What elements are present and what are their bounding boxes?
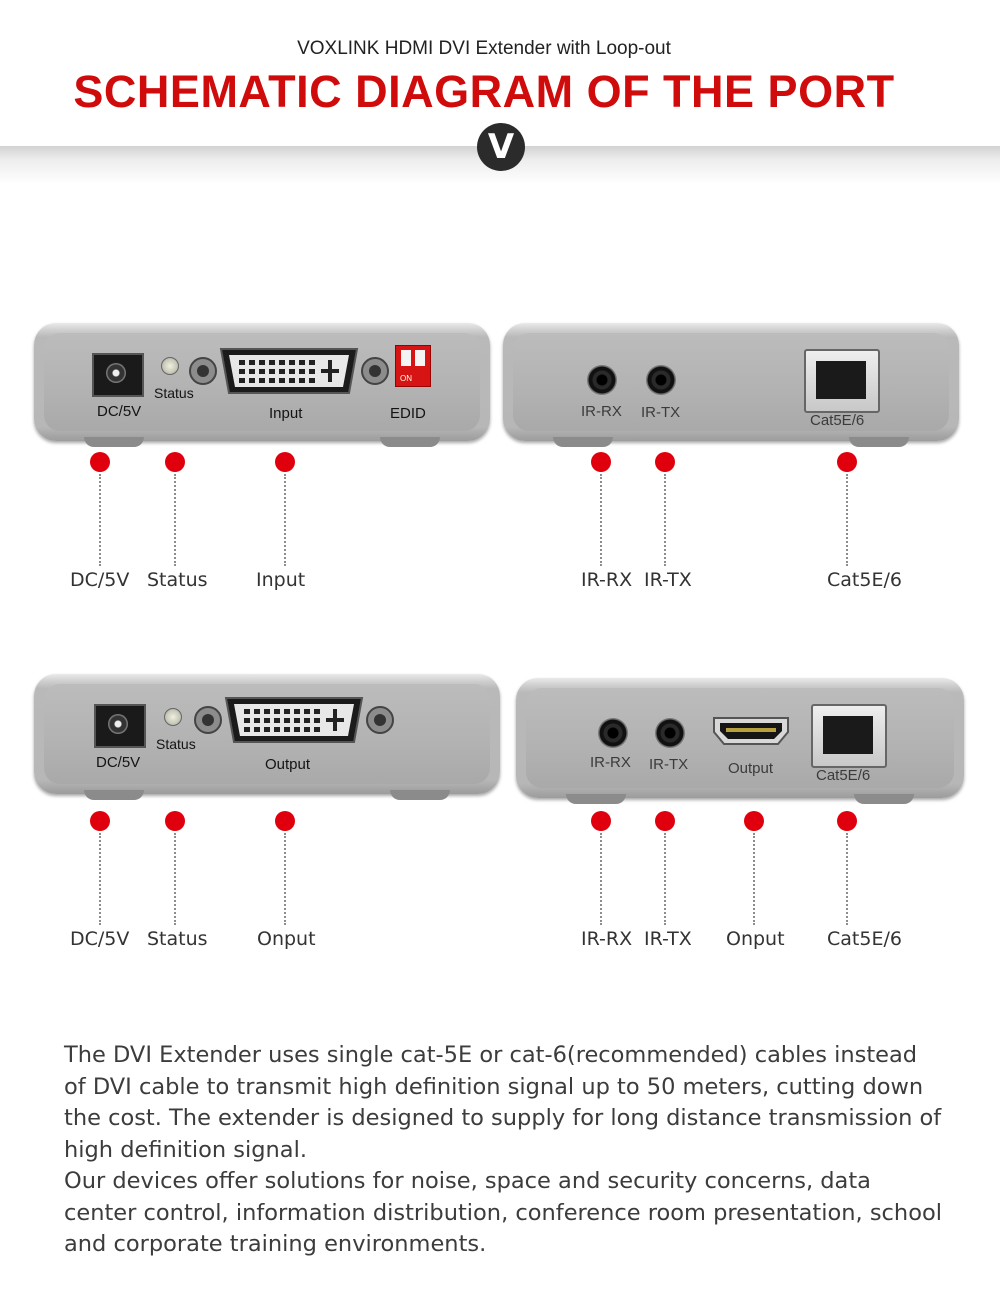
ir-rx-jack-icon <box>587 365 617 395</box>
panel-foot <box>84 437 144 447</box>
header-title: SCHEMATIC DIAGRAM OF THE PORT <box>73 66 895 117</box>
callout-label-cat: Cat5E/6 <box>827 928 902 950</box>
tx-front-edid-label: EDID <box>390 405 426 422</box>
edid-switch-text: ON <box>400 374 412 383</box>
dc-jack-icon <box>94 704 146 748</box>
tx-front-input-label: Input <box>269 405 303 422</box>
rx-rear-cat-label: Cat5E/6 <box>816 767 871 784</box>
description-paragraph: The DVI Extender uses single cat-5E or cat-6(recommended) cables instead of DVI cable to transmit high definition signal up to 50 meters, cutting down the cost. The extender is designed to supply for long distance transmission of high definition signal. <box>64 1042 942 1163</box>
callout-dot <box>275 811 295 831</box>
rj45-port-icon <box>804 349 880 413</box>
header-subtitle: VOXLINK HDMI DVI Extender with Loop-out <box>297 38 671 59</box>
callout-line <box>846 833 848 925</box>
callout-dot <box>837 811 857 831</box>
callout-dot <box>275 452 295 472</box>
dvi-port-icon <box>194 694 394 746</box>
callout-dot <box>591 452 611 472</box>
callout-line <box>174 474 176 566</box>
tx-front-panel <box>34 323 490 441</box>
tx-rear-irtx-label: IR-TX <box>641 404 681 421</box>
panel-foot <box>854 794 914 804</box>
callout-dot <box>837 452 857 472</box>
tx-rear-cat-label: Cat5E/6 <box>810 412 865 429</box>
callout-label-status: Status <box>147 928 208 950</box>
tx-front-dc-label: DC/5V <box>97 403 142 420</box>
rx-front-status-label: Status <box>156 736 196 752</box>
callout-label-input: Input <box>256 569 306 591</box>
status-led-icon <box>164 708 182 726</box>
panel-foot <box>84 790 144 800</box>
hdmi-port-icon <box>712 716 790 746</box>
panel-foot <box>380 437 440 447</box>
tx-front-status-label: Status <box>154 385 194 401</box>
ir-tx-jack-icon <box>646 365 676 395</box>
panel-foot <box>566 794 626 804</box>
ir-tx-jack-icon <box>655 718 685 748</box>
rj45-port-icon <box>811 704 887 768</box>
description-paragraph: Our devices offer solutions for noise, space and security concerns, data center control, information distribution, conference room presentation, school and corporate training environments. <box>64 1168 942 1257</box>
description <box>64 1040 944 1261</box>
callout-label-irtx: IR-TX <box>644 928 692 950</box>
callout-line <box>600 474 602 566</box>
callout-label-output: Onput <box>726 928 785 950</box>
callout-dot <box>165 811 185 831</box>
callout-dot <box>655 811 675 831</box>
callout-line <box>753 833 755 925</box>
dvi-port-icon <box>189 345 389 397</box>
callout-line <box>284 833 286 925</box>
rx-rear-irtx-label: IR-TX <box>649 756 689 773</box>
callout-line <box>664 833 666 925</box>
rx-rear-irrx-label: IR-RX <box>590 754 631 771</box>
callout-label-irrx: IR-RX <box>581 928 633 950</box>
callout-dot <box>165 452 185 472</box>
rx-front-panel <box>34 674 500 794</box>
callout-dot <box>591 811 611 831</box>
callout-label-output: Onput <box>257 928 316 950</box>
callout-dot <box>90 811 110 831</box>
callout-label-cat: Cat5E/6 <box>827 569 902 591</box>
edid-dip-switch-icon <box>395 345 431 387</box>
ir-rx-jack-icon <box>598 718 628 748</box>
callout-label-dc: DC/5V <box>70 928 130 950</box>
callout-dot <box>655 452 675 472</box>
panel-foot <box>390 790 450 800</box>
rx-front-dc-label: DC/5V <box>96 754 141 771</box>
panel-foot <box>553 437 613 447</box>
tx-rear-irrx-label: IR-RX <box>581 403 622 420</box>
panel-foot <box>849 437 909 447</box>
callout-dot <box>744 811 764 831</box>
callout-line <box>99 474 101 566</box>
callout-line <box>284 474 286 566</box>
rx-rear-panel <box>516 678 964 798</box>
rx-front-output-label: Output <box>265 756 311 773</box>
callout-label-dc: DC/5V <box>70 569 130 591</box>
callout-label-status: Status <box>147 569 208 591</box>
callout-line <box>600 833 602 925</box>
callout-line <box>664 474 666 566</box>
callout-line <box>174 833 176 925</box>
callout-label-irrx: IR-RX <box>581 569 633 591</box>
callout-line <box>846 474 848 566</box>
callout-label-irtx: IR-TX <box>644 569 692 591</box>
dc-jack-icon <box>92 353 144 397</box>
status-led-icon <box>161 357 179 375</box>
panel-face <box>513 333 949 431</box>
voxlink-logo-icon: V <box>477 123 525 171</box>
rx-rear-output-label: Output <box>728 760 774 777</box>
callout-line <box>99 833 101 925</box>
callout-dot <box>90 452 110 472</box>
tx-rear-panel <box>503 323 959 441</box>
